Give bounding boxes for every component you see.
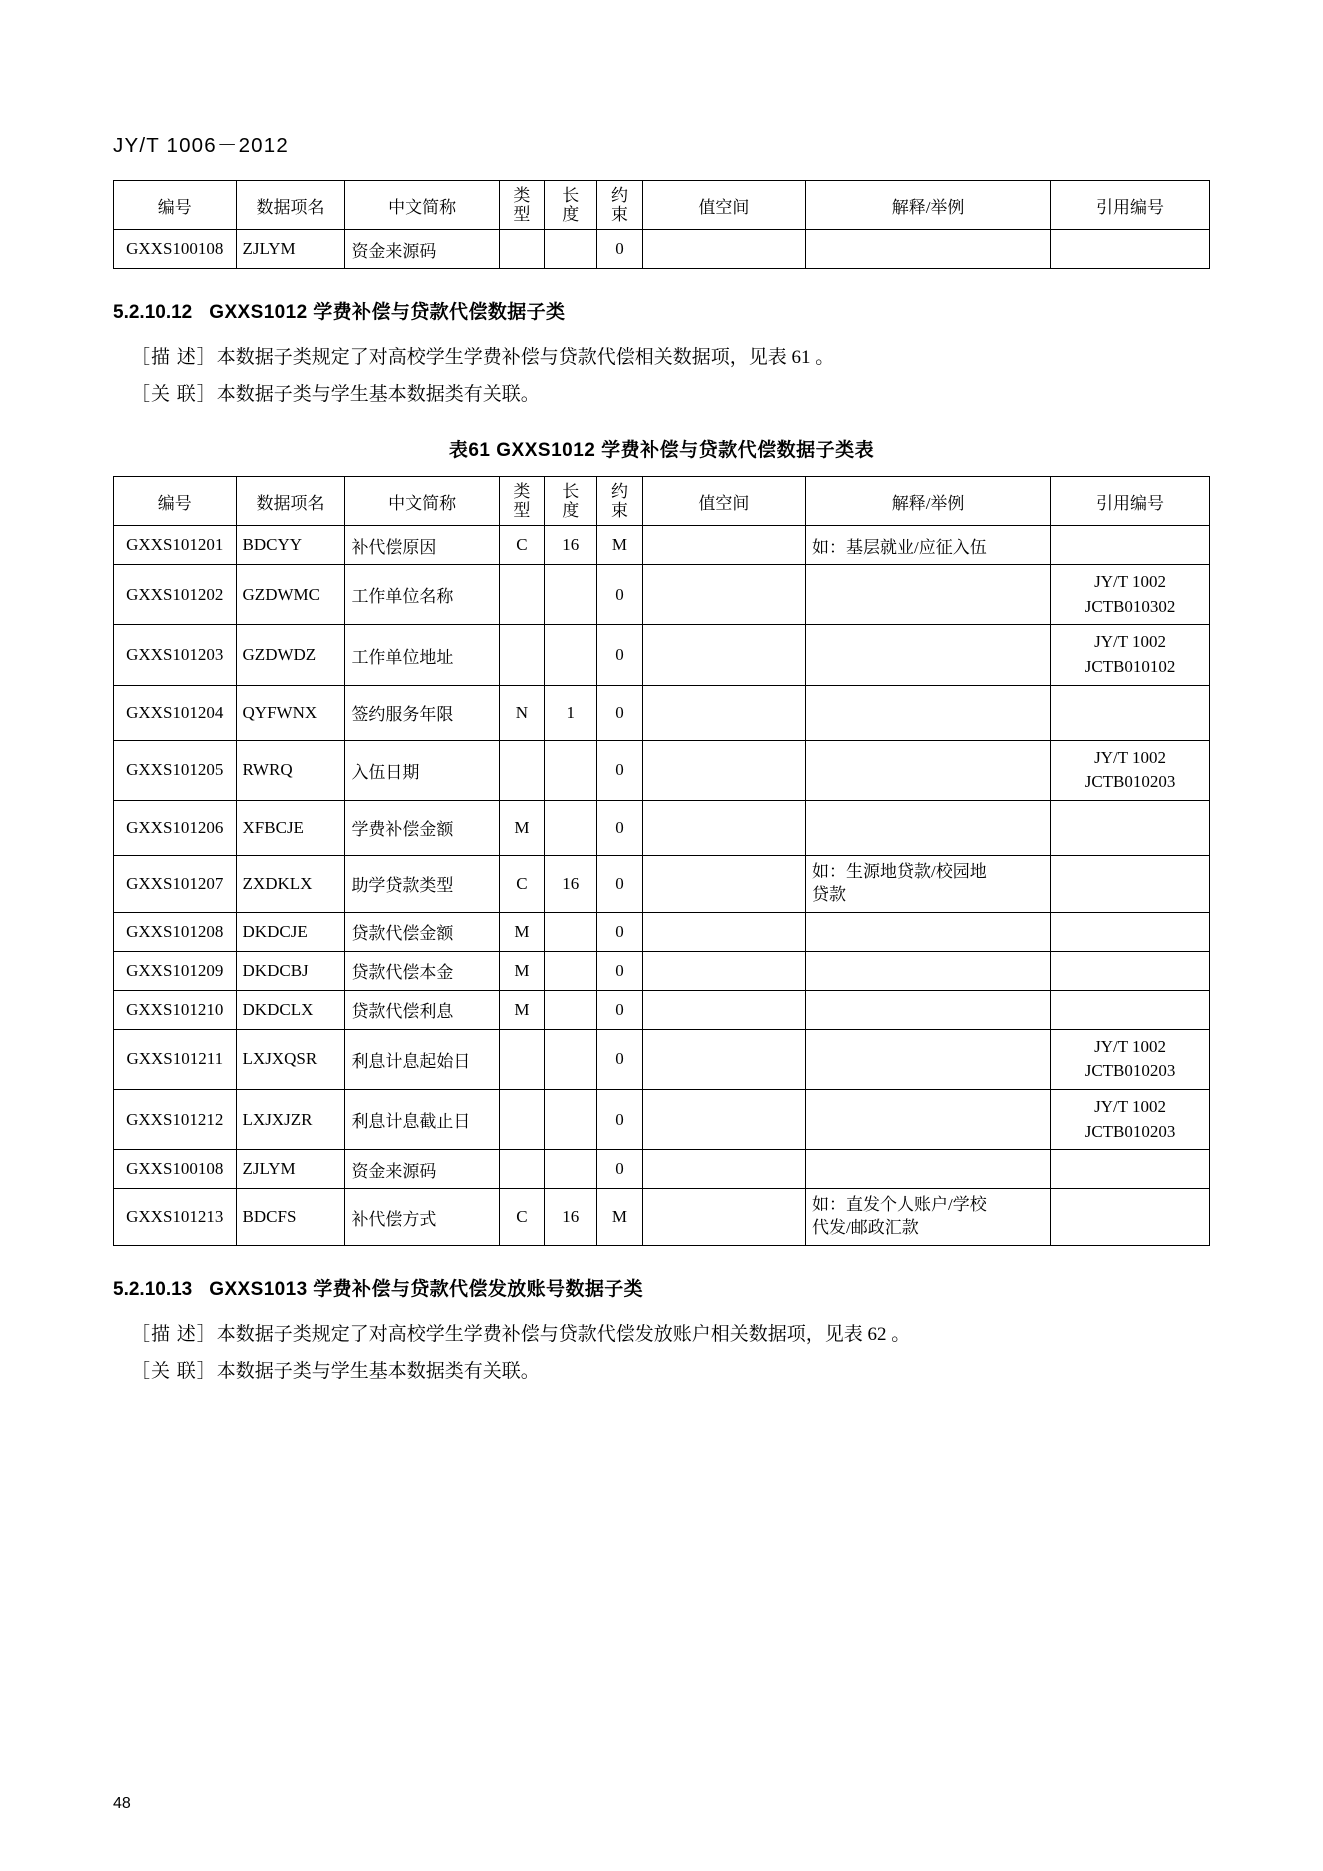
- cell-cn-name: 补代偿原因: [345, 526, 499, 565]
- cell-explanation-line2: 代发/邮政汇款: [812, 1218, 919, 1238]
- cell-constraint: 0: [597, 951, 642, 990]
- rel-text-1: 本数据子类与学生基本数据类有关联。: [216, 383, 540, 405]
- cell-constraint: 0: [597, 800, 642, 855]
- cell-cn-name: 补代偿方式: [345, 1189, 499, 1246]
- cell-explanation-line1: 如：直发个人账户/学校: [812, 1195, 987, 1215]
- cell-reference-line1: JY/T 1002: [1094, 747, 1167, 767]
- cell-constraint: 0: [597, 625, 642, 685]
- cell-num: GXXS101209: [114, 951, 237, 990]
- cell-reference: [1051, 740, 1210, 800]
- cell-explanation: [806, 230, 1051, 269]
- cell-length: [545, 912, 597, 951]
- cell-value-space: [642, 855, 805, 912]
- cell-reference: [1051, 912, 1210, 951]
- cell-type: C: [499, 526, 544, 565]
- cell-item-name: QYFWNX: [236, 685, 345, 740]
- cell-value-space: [642, 1029, 805, 1089]
- cell-cn-name: 入伍日期: [345, 740, 499, 800]
- cell-explanation-line1: 如：生源地贷款/校园地: [812, 861, 987, 881]
- cell-num: GXXS101206: [114, 800, 237, 855]
- cell-item-name: DKDCBJ: [236, 951, 345, 990]
- col-header-type-line2: 型: [513, 205, 531, 225]
- table-row: [114, 800, 1210, 855]
- cell-item-name: BDCFS: [236, 1189, 345, 1246]
- cell-explanation: [806, 1150, 1051, 1189]
- cell-item-name: XFBCJE: [236, 800, 345, 855]
- cell-length: [545, 230, 597, 269]
- cell-type: [499, 565, 544, 625]
- col-header-num: 编号: [114, 477, 237, 526]
- cell-cn-name: 利息计息起始日: [345, 1029, 499, 1089]
- table-row: [114, 740, 1210, 800]
- col-header-value-space: 值空间: [642, 477, 805, 526]
- col-header-constraint-line1: 约: [610, 186, 628, 205]
- col-header-length-line2: 度: [562, 501, 580, 521]
- cell-constraint: 0: [597, 1090, 642, 1150]
- cell-reference: [1051, 565, 1210, 625]
- cell-item-name: LXJXJZR: [236, 1090, 345, 1150]
- cell-reference: [1051, 990, 1210, 1029]
- cell-reference-line1: JY/T 1002: [1094, 1036, 1167, 1056]
- cell-constraint: 0: [597, 990, 642, 1029]
- col-header-num: 编号: [114, 181, 237, 230]
- col-header-explanation: 解释/举例: [806, 181, 1051, 230]
- cell-explanation: [806, 855, 1051, 912]
- section-1-description: [113, 344, 1210, 373]
- cell-item-name: ZJLYM: [236, 1150, 345, 1189]
- cell-reference: [1051, 526, 1210, 565]
- cell-value-space: [642, 951, 805, 990]
- top-data-table: [113, 180, 1210, 269]
- cell-value-space: [642, 990, 805, 1029]
- cell-cn-name: 利息计息截止日: [345, 1090, 499, 1150]
- cell-explanation: [806, 912, 1051, 951]
- col-header-length: [545, 181, 597, 230]
- page-header: JY/T 1006－2012: [113, 134, 289, 157]
- cell-constraint: M: [597, 1189, 642, 1246]
- table-header-row: [114, 477, 1210, 526]
- table-row: [114, 230, 1210, 269]
- page-number: 48: [113, 1795, 131, 1812]
- cell-explanation: [806, 990, 1051, 1029]
- cell-num: GXXS101205: [114, 740, 237, 800]
- cell-value-space: [642, 565, 805, 625]
- col-header-length-line1: 长: [562, 482, 580, 502]
- cell-cn-name: 贷款代偿金额: [345, 912, 499, 951]
- cell-constraint: 0: [597, 1029, 642, 1089]
- cell-length: 1: [545, 685, 597, 740]
- cell-cn-name: 资金来源码: [345, 1150, 499, 1189]
- col-header-constraint: [597, 477, 642, 526]
- cell-type: [499, 1029, 544, 1089]
- cell-reference: [1051, 1029, 1210, 1089]
- desc-text-1: 本数据子类规定了对高校学生学费补偿与贷款代偿相关数据项，见表 61 。: [216, 347, 835, 369]
- col-header-constraint-line2: 束: [610, 501, 628, 521]
- cell-length: [545, 1090, 597, 1150]
- cell-type: [499, 230, 544, 269]
- cell-constraint: 0: [597, 565, 642, 625]
- cell-value-space: [642, 685, 805, 740]
- cell-reference: [1051, 625, 1210, 685]
- cell-reference: [1051, 800, 1210, 855]
- col-header-type-line1: 类: [513, 186, 531, 205]
- col-header-type-line1: 类: [513, 482, 531, 502]
- col-header-reference: 引用编号: [1051, 477, 1210, 526]
- cell-constraint: 0: [597, 855, 642, 912]
- cell-item-name: BDCYY: [236, 526, 345, 565]
- cell-num: GXXS101203: [114, 625, 237, 685]
- cell-length: [545, 1150, 597, 1189]
- desc-label-2: ［描 述］: [131, 1324, 217, 1346]
- cell-reference-line1: JY/T 1002: [1094, 572, 1167, 592]
- table-row: [114, 912, 1210, 951]
- section-number-2: 5.2.10.13: [113, 1279, 193, 1301]
- table-caption: 表61 GXXS1012 学费补偿与贷款代偿数据子类表: [448, 440, 875, 462]
- col-header-cn-name: 中文简称: [345, 477, 499, 526]
- section-heading-2: [113, 1274, 1210, 1301]
- cell-reference: [1051, 855, 1210, 912]
- cell-reference: [1051, 1090, 1210, 1150]
- section-number-1: 5.2.10.12: [113, 302, 193, 324]
- cell-constraint: M: [597, 526, 642, 565]
- col-header-constraint-line2: 束: [610, 205, 628, 225]
- cell-constraint: 0: [597, 1150, 642, 1189]
- table-row: [114, 1189, 1210, 1246]
- cell-length: [545, 990, 597, 1029]
- cell-num: GXXS101213: [114, 1189, 237, 1246]
- cell-reference-line2: JCTB010102: [1084, 657, 1176, 677]
- cell-item-name: DKDCLX: [236, 990, 345, 1029]
- cell-value-space: [642, 800, 805, 855]
- cell-explanation: [806, 1189, 1051, 1246]
- cell-type: N: [499, 685, 544, 740]
- cell-type: [499, 1150, 544, 1189]
- cell-constraint: 0: [597, 685, 642, 740]
- col-header-length-line2: 度: [562, 205, 580, 225]
- cell-explanation: 如：基层就业/应征入伍: [806, 526, 1051, 565]
- cell-length: [545, 565, 597, 625]
- cell-item-name: ZXDKLX: [236, 855, 345, 912]
- section-heading-1: [113, 297, 1210, 324]
- cell-reference-line2: JCTB010203: [1084, 1061, 1176, 1081]
- cell-item-name: ZJLYM: [236, 230, 345, 269]
- cell-num: GXXS100108: [114, 230, 237, 269]
- cell-length: 16: [545, 1189, 597, 1246]
- col-header-constraint: [597, 181, 642, 230]
- col-header-type-line2: 型: [513, 501, 531, 521]
- cell-num: GXXS101204: [114, 685, 237, 740]
- cell-num: GXXS101201: [114, 526, 237, 565]
- cell-value-space: [642, 230, 805, 269]
- col-header-reference: 引用编号: [1051, 181, 1210, 230]
- cell-explanation: [806, 625, 1051, 685]
- cell-constraint: 0: [597, 230, 642, 269]
- cell-reference: [1051, 685, 1210, 740]
- cell-item-name: DKDCJE: [236, 912, 345, 951]
- cell-explanation: [806, 800, 1051, 855]
- cell-type: [499, 1090, 544, 1150]
- col-header-type: [499, 181, 544, 230]
- section-title-1: GXXS1012 学费补偿与贷款代偿数据子类: [209, 302, 566, 324]
- cell-value-space: [642, 625, 805, 685]
- cell-value-space: [642, 740, 805, 800]
- col-header-value-space: 值空间: [642, 181, 805, 230]
- cell-explanation: [806, 740, 1051, 800]
- section-1-relation: [113, 381, 1210, 410]
- cell-type: M: [499, 990, 544, 1029]
- cell-value-space: [642, 526, 805, 565]
- table-row: [114, 685, 1210, 740]
- section-title-2: GXXS1013 学费补偿与贷款代偿发放账号数据子类: [209, 1279, 644, 1301]
- table-row: [114, 565, 1210, 625]
- col-header-item-name: 数据项名: [236, 181, 345, 230]
- desc-text-2: 本数据子类规定了对高校学生学费补偿与贷款代偿发放账户相关数据项，见表 62 。: [216, 1324, 911, 1346]
- table-header-row: [114, 181, 1210, 230]
- table-row: [114, 951, 1210, 990]
- cell-num: GXXS100108: [114, 1150, 237, 1189]
- cell-length: [545, 951, 597, 990]
- table-row: [114, 625, 1210, 685]
- desc-label-1: ［描 述］: [131, 347, 217, 369]
- cell-explanation: [806, 1090, 1051, 1150]
- table-row: [114, 526, 1210, 565]
- col-header-explanation: 解释/举例: [806, 477, 1051, 526]
- cell-cn-name: 工作单位名称: [345, 565, 499, 625]
- table-row: [114, 1090, 1210, 1150]
- table-row: [114, 990, 1210, 1029]
- rel-label-1: ［关 联］: [131, 383, 217, 405]
- cell-length: [545, 1029, 597, 1089]
- cell-length: 16: [545, 526, 597, 565]
- cell-cn-name: 贷款代偿本金: [345, 951, 499, 990]
- rel-text-2: 本数据子类与学生基本数据类有关联。: [216, 1360, 540, 1382]
- cell-cn-name: 资金来源码: [345, 230, 499, 269]
- cell-reference-line2: JCTB010203: [1084, 772, 1176, 792]
- cell-explanation: [806, 565, 1051, 625]
- cell-reference-line1: JY/T 1002: [1094, 1097, 1167, 1117]
- cell-type: M: [499, 951, 544, 990]
- col-header-length: [545, 477, 597, 526]
- cell-type: C: [499, 855, 544, 912]
- cell-reference-line2: JCTB010302: [1084, 596, 1176, 616]
- cell-item-name: RWRQ: [236, 740, 345, 800]
- col-header-type: [499, 477, 544, 526]
- cell-reference: [1051, 951, 1210, 990]
- cell-item-name: GZDWMC: [236, 565, 345, 625]
- cell-reference-line2: JCTB010203: [1084, 1121, 1176, 1141]
- cell-constraint: 0: [597, 912, 642, 951]
- cell-value-space: [642, 1150, 805, 1189]
- cell-cn-name: 工作单位地址: [345, 625, 499, 685]
- cell-length: [545, 800, 597, 855]
- cell-num: GXXS101202: [114, 565, 237, 625]
- main-data-table: [113, 476, 1210, 1246]
- table-row: [114, 855, 1210, 912]
- cell-explanation: [806, 685, 1051, 740]
- cell-value-space: [642, 1090, 805, 1150]
- cell-num: GXXS101207: [114, 855, 237, 912]
- cell-reference: [1051, 1189, 1210, 1246]
- section-2-relation: [113, 1358, 1210, 1387]
- cell-num: GXXS101208: [114, 912, 237, 951]
- col-header-cn-name: 中文简称: [345, 181, 499, 230]
- col-header-item-name: 数据项名: [236, 477, 345, 526]
- col-header-constraint-line1: 约: [610, 482, 628, 502]
- cell-length: [545, 625, 597, 685]
- cell-cn-name: 学费补偿金额: [345, 800, 499, 855]
- cell-num: GXXS101210: [114, 990, 237, 1029]
- cell-type: M: [499, 800, 544, 855]
- cell-type: C: [499, 1189, 544, 1246]
- section-2-description: [113, 1321, 1210, 1350]
- cell-type: M: [499, 912, 544, 951]
- cell-value-space: [642, 912, 805, 951]
- cell-length: [545, 740, 597, 800]
- cell-cn-name: 贷款代偿利息: [345, 990, 499, 1029]
- cell-type: [499, 740, 544, 800]
- col-header-length-line1: 长: [562, 186, 580, 205]
- cell-length: 16: [545, 855, 597, 912]
- cell-num: GXXS101211: [114, 1029, 237, 1089]
- cell-cn-name: 签约服务年限: [345, 685, 499, 740]
- table-row: [114, 1150, 1210, 1189]
- cell-value-space: [642, 1189, 805, 1246]
- cell-reference-line1: JY/T 1002: [1094, 632, 1167, 652]
- cell-cn-name: 助学贷款类型: [345, 855, 499, 912]
- table-row: [114, 1029, 1210, 1089]
- cell-reference: [1051, 1150, 1210, 1189]
- cell-num: GXXS101212: [114, 1090, 237, 1150]
- cell-reference: [1051, 230, 1210, 269]
- cell-explanation: [806, 1029, 1051, 1089]
- rel-label-2: ［关 联］: [131, 1360, 217, 1382]
- cell-constraint: 0: [597, 740, 642, 800]
- cell-item-name: GZDWDZ: [236, 625, 345, 685]
- cell-item-name: LXJXQSR: [236, 1029, 345, 1089]
- cell-explanation-line2: 贷款: [812, 884, 847, 904]
- cell-explanation: [806, 951, 1051, 990]
- cell-type: [499, 625, 544, 685]
